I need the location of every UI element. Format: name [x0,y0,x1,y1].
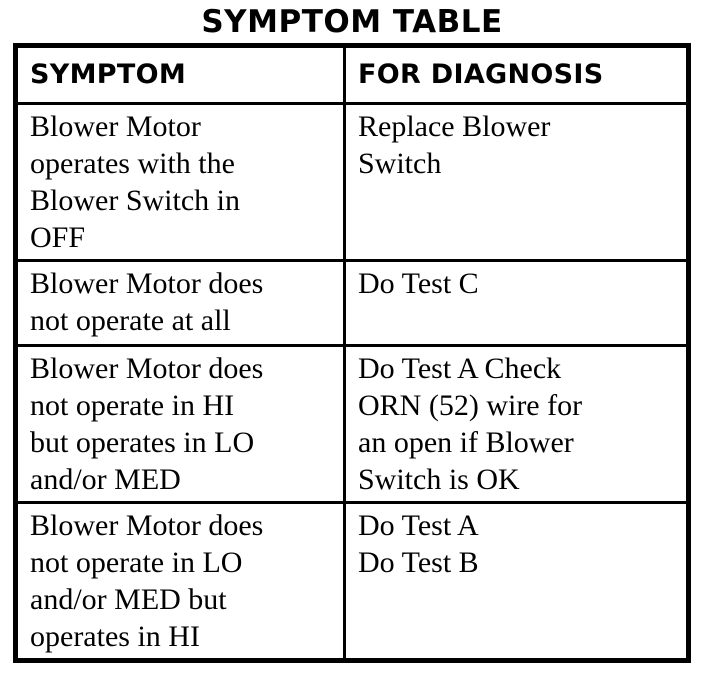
table-header-row [16,46,689,104]
diagnosis-line: ORN (52) wire for [358,389,583,422]
header-diagnosis: FOR DIAGNOSIS [345,46,689,104]
symptom-line: Blower Motor does [30,509,264,542]
diagnosis-line: Switch is OK [358,463,520,496]
symptom-line: but operates in LO [30,426,255,459]
symptom-line: and/or MED but [30,583,227,616]
symptom-line: not operate in HI [30,389,235,422]
diagnosis-line: Do Test A Check [358,352,562,385]
diagnosis-cell [345,104,689,261]
diagnosis-line: Switch [358,147,442,180]
symptom-cell [16,261,345,346]
symptom-line: Blower Motor does [30,267,264,300]
symptom-line: not operate at all [30,304,231,337]
symptom-line: operates in HI [30,620,200,653]
diagnosis-cell [345,346,689,503]
table-row [16,104,689,261]
diagnosis-line: an open if Blower [358,426,574,459]
symptom-cell [16,346,345,503]
diagnosis-cell [345,261,689,346]
table-row [16,261,689,346]
symptom-line: Blower Switch in [30,184,240,217]
table-row [16,346,689,503]
diagnosis-line: Do Test B [358,546,479,579]
diagnosis-cell [345,503,689,661]
symptom-line: and/or MED [30,463,181,496]
header-symptom: SYMPTOM [16,46,345,104]
symptom-line: OFF [30,221,86,254]
symptom-line: not operate in LO [30,546,243,579]
table-row [16,503,689,661]
diagnosis-line: Do Test C [358,267,479,300]
symptom-cell [16,104,345,261]
diagnosis-line: Do Test A [358,509,479,542]
symptom-line: Blower Motor does [30,352,264,385]
symptom-cell [16,503,345,661]
symptom-line: Blower Motor [30,110,201,143]
page-title: SYMPTOM TABLE [201,4,503,40]
symptom-table [13,43,691,663]
symptom-line: operates with the [30,147,235,180]
diagnosis-line: Replace Blower [358,110,551,143]
